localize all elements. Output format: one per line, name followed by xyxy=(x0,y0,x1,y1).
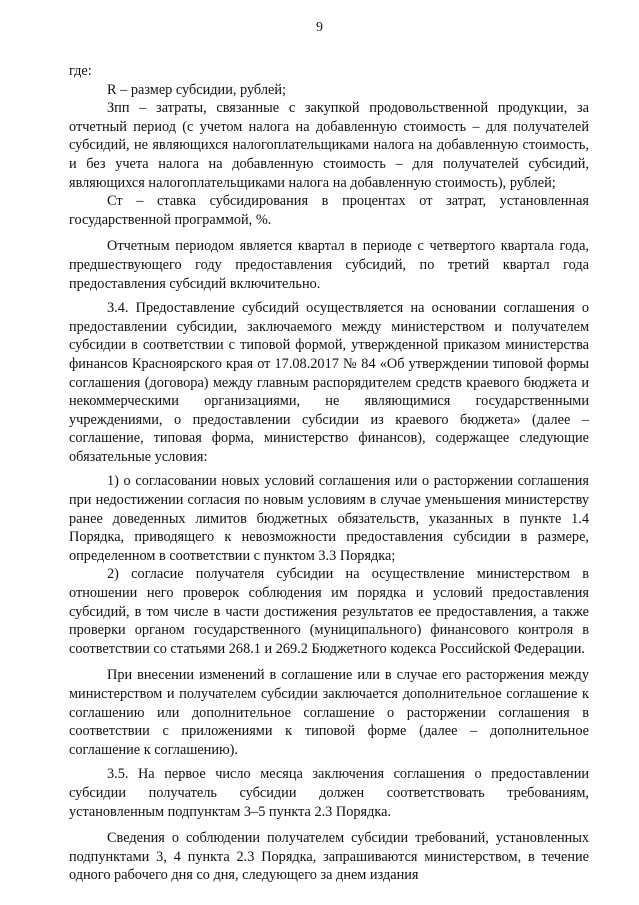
paragraph-condition-1: 1) о согласовании новых условий соглашения или о расторжении соглашения при недостижении согласия по новым условиям в случае уменьшения министерству ранее доведенных лимитов бюджетных обязательств, указанных в пункте 1.4 Порядка, приводящего к невозможности предоставления субсидии в размере, определенном в соответствии с пунктом 3.3 Порядка; xyxy=(69,473,589,564)
paragraph-condition-2: 2) согласие получателя субсидии на осуществление министерством в отношении него проверок соблюдения им порядка и условий предоставления субсидий, в том числе в части достижения результатов ее предоставления, а также проверки органом государственного (муниципального) финансового контроля в соответствии со статьями 268.1 и 269.2 Бюджетного кодекса Российской Федерации. xyxy=(69,566,589,657)
paragraph-amendments: При внесении изменений в соглашение или в случае его расторжения между министерством и получателем субсидии заключается дополнительное соглашение к соглашению или дополнительное соглашение о расторжении соглашения в соответствии с приложениями к типовой форме (далее – дополнительное соглашение к соглашению). xyxy=(69,667,589,758)
paragraph-reporting-period: Отчетным периодом является квартал в периоде с четвертого квартала года, предшествующего году предоставления субсидий, по третий квартал года предоставления субсидий включительно. xyxy=(69,238,589,292)
paragraph-r-definition: R – размер субсидии, рублей; xyxy=(107,81,286,98)
paragraph-section-3-5: 3.5. На первое число месяца заключения соглашения о предоставлении субсидии получатель субсидии должен соответствовать требованиям, установленным подпунктам 3–5 пункта 2.3 Порядка. xyxy=(69,766,589,820)
paragraph-where: где: xyxy=(69,63,92,79)
page-number: 9 xyxy=(316,20,323,35)
paragraph-compliance-info: Сведения о соблюдении получателем субсидии требований, установленных подпунктами 3, 4 пункта 2.3 Порядка, запрашиваются министерством, в течение одного рабочего дня со дня, следующего за днем издания xyxy=(69,830,589,884)
paragraph-section-3-4: 3.4. Предоставление субсидий осуществляется на основании соглашения о предоставлении субсидии, заключаемого между министерством и получателем субсидии в соответствии с типовой формой, утвержденной приказом министерства финансов Красноярского края от 17.08.2017 № 84 «Об утверждении типовой формы соглашения (договора) между главным распорядителем средств краевого бюджета и некоммерческими организациями, не являющимися государственными учреждениями, о предоставлении субсидии из краевого бюджета» (далее – соглашение, типовая форма, министерство финансов), содержащее следующие обязательные условия: xyxy=(69,300,589,465)
document-body xyxy=(69,62,589,885)
paragraph-st-definition: Ст – ставка субсидирования в процентах от затрат, установленная государственной программой, %. xyxy=(69,193,589,228)
paragraph-zpp-definition: Зпп – затраты, связанные с закупкой продовольственной продукции, за отчетный период (с учетом налога на добавленную стоимость – для получателей субсидий, не являющихся налогоплательщиками налога на добавленную стоимость, и без учета налога на добавленную стоимость – для получателей субсидий, являющихся налогоплательщиками налога на добавленную стоимость), рублей; xyxy=(69,100,589,191)
